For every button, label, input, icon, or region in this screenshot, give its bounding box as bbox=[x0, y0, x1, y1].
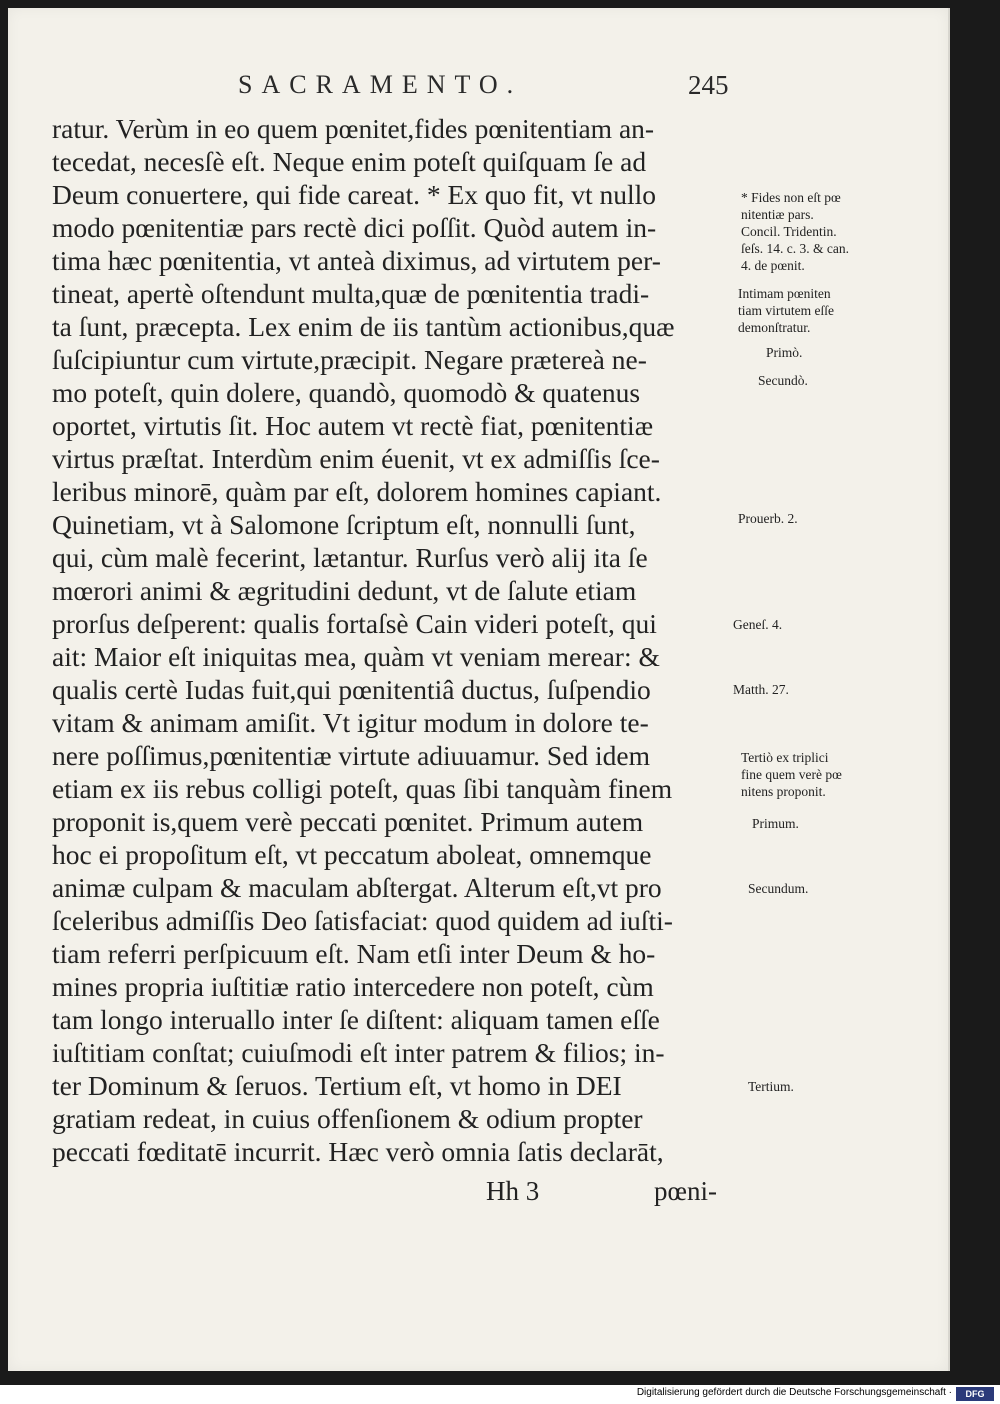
text-line: ſceleribus admiſſis Deo ſatisfaciat: quod quidem ad iuſti- bbox=[52, 905, 673, 936]
text-line: leribus minorē, quàm par eſt, dolorem homines capiant. bbox=[52, 476, 662, 507]
margin-note: Secundò. bbox=[758, 373, 808, 388]
margin-note: Intimam pœniten bbox=[738, 286, 831, 301]
margin-note: Concil. Tridentin. bbox=[741, 224, 837, 239]
margin-note: 4. de pœnit. bbox=[741, 258, 805, 273]
text-line: mœrori animi & ægritudini dedunt, vt de ſalute etiam bbox=[52, 575, 637, 606]
text-line: vitam & animam amiſit. Vt igitur modum in dolore te- bbox=[52, 707, 649, 738]
margin-note: Tertiò ex triplici bbox=[741, 750, 829, 765]
text-line: tiam referri perſpicuum eſt. Nam etſi inter Deum & ho- bbox=[52, 938, 656, 969]
text-line: qui, cùm malè fecerint, lætantur. Rurſus verò alij ita ſe bbox=[52, 542, 648, 573]
margin-note: Secundum. bbox=[748, 881, 809, 896]
text-line: proponit is,quem verè peccati pœnitet. Primum autem bbox=[52, 806, 644, 837]
margin-note: Geneſ. 4. bbox=[733, 617, 783, 632]
text-line: ratur. Verùm in eo quem pœnitet,fides pœnitentiam an- bbox=[52, 113, 655, 144]
text-line: nere poſſimus,pœnitentiæ virtute adiuuamur. Sed idem bbox=[52, 740, 651, 771]
text-line: tima hæc pœnitentia, vt anteà diximus, ad virtutem per- bbox=[52, 245, 661, 276]
margin-note: demonſtratur. bbox=[738, 320, 811, 335]
catchword: pœni- bbox=[654, 1176, 717, 1206]
margin-note: * Fides non eſt pœ bbox=[741, 190, 841, 205]
signature-mark: Hh 3 bbox=[486, 1176, 540, 1206]
text-line: modo pœnitentiæ pars rectè dici poſſit. Quòd autem in- bbox=[52, 212, 657, 243]
text-line: gratiam redeat, in cuius offenſionem & odium propter bbox=[52, 1103, 643, 1134]
text-line: ſuſcipiuntur cum virtute,præcipit. Negare prætereà ne- bbox=[52, 344, 647, 375]
book-page bbox=[8, 8, 950, 1371]
text-line: peccati fœditatē incurrit. Hæc verò omnia ſatis declarāt, bbox=[52, 1136, 664, 1167]
margin-note: ſeſs. 14. c. 3. & can. bbox=[741, 241, 849, 256]
text-line: ta ſunt, præcepta. Lex enim de iis tantùm actionibus,quæ bbox=[52, 311, 675, 342]
text-line: mo poteſt, quin dolere, quandò, quomodò & quatenus bbox=[52, 377, 641, 408]
text-line: ait: Maior eſt iniquitas mea, quàm vt veniam merear: & bbox=[52, 641, 660, 672]
text-line: tineat, apertè oſtendunt multa,quæ de pœnitentia tradi- bbox=[52, 278, 650, 309]
text-line: Deum conuertere, qui fide careat. * Ex quo fit, vt nullo bbox=[52, 179, 657, 210]
running-head: SACRAMENTO. bbox=[238, 70, 523, 99]
digitization-credit: Digitalisierung gefördert durch die Deutsche Forschungsgemeinschaft · bbox=[636, 1387, 952, 1398]
text-line: Quinetiam, vt à Salomone ſcriptum eſt, nonnulli ſunt, bbox=[52, 509, 636, 540]
text-line: tecedat, necesſè eſt. Neque enim poteſt quiſquam ſe ad bbox=[52, 146, 647, 177]
text-line: qualis certè Iudas fuit,qui pœnitentiâ ductus, ſuſpendio bbox=[52, 674, 651, 705]
text-line: hoc ei propoſitum eſt, vt peccatum aboleat, omnemque bbox=[52, 839, 652, 870]
text-line: ter Dominum & ſeruos. Tertium eſt, vt homo in DEI bbox=[52, 1070, 622, 1101]
margin-note: Primò. bbox=[766, 345, 803, 360]
text-line: iuſtitiam conſtat; cuiuſmodi eſt inter patrem & filios; in- bbox=[52, 1037, 665, 1068]
margin-note: Tertium. bbox=[748, 1079, 794, 1094]
margin-note: Prouerb. 2. bbox=[738, 511, 798, 526]
page-number: 245 bbox=[688, 70, 729, 100]
text-line: virtus præſtat. Interdùm enim éuenit, vt ex admiſſis ſce- bbox=[52, 443, 660, 474]
text-line: tam longo interuallo inter ſe diſtent: aliquam tamen eſſe bbox=[52, 1004, 660, 1035]
text-line: mines propria iuſtitiæ ratio intercedere non poteſt, cùm bbox=[52, 971, 654, 1002]
text-line: animæ culpam & maculam abſtergat. Alterum eſt,vt pro bbox=[52, 872, 662, 903]
text-line: prorſus deſperent: qualis fortaſsè Cain videri poteſt, qui bbox=[52, 608, 657, 639]
dfg-logo: DFG bbox=[956, 1387, 994, 1401]
text-line: oportet, virtutis ſit. Hoc autem vt rectè fiat, pœnitentiæ bbox=[52, 410, 654, 441]
margin-note: nitentiæ pars. bbox=[741, 207, 814, 222]
margin-note: Matth. 27. bbox=[733, 682, 789, 697]
margin-note: nitens proponit. bbox=[741, 784, 826, 799]
margin-note: fine quem verè pœ bbox=[741, 767, 842, 782]
margin-note: tiam virtutem eſſe bbox=[738, 303, 834, 318]
text-line: etiam ex iis rebus colligi poteſt, quas ſibi tanquàm finem bbox=[52, 773, 673, 804]
margin-note: Primum. bbox=[752, 816, 799, 831]
